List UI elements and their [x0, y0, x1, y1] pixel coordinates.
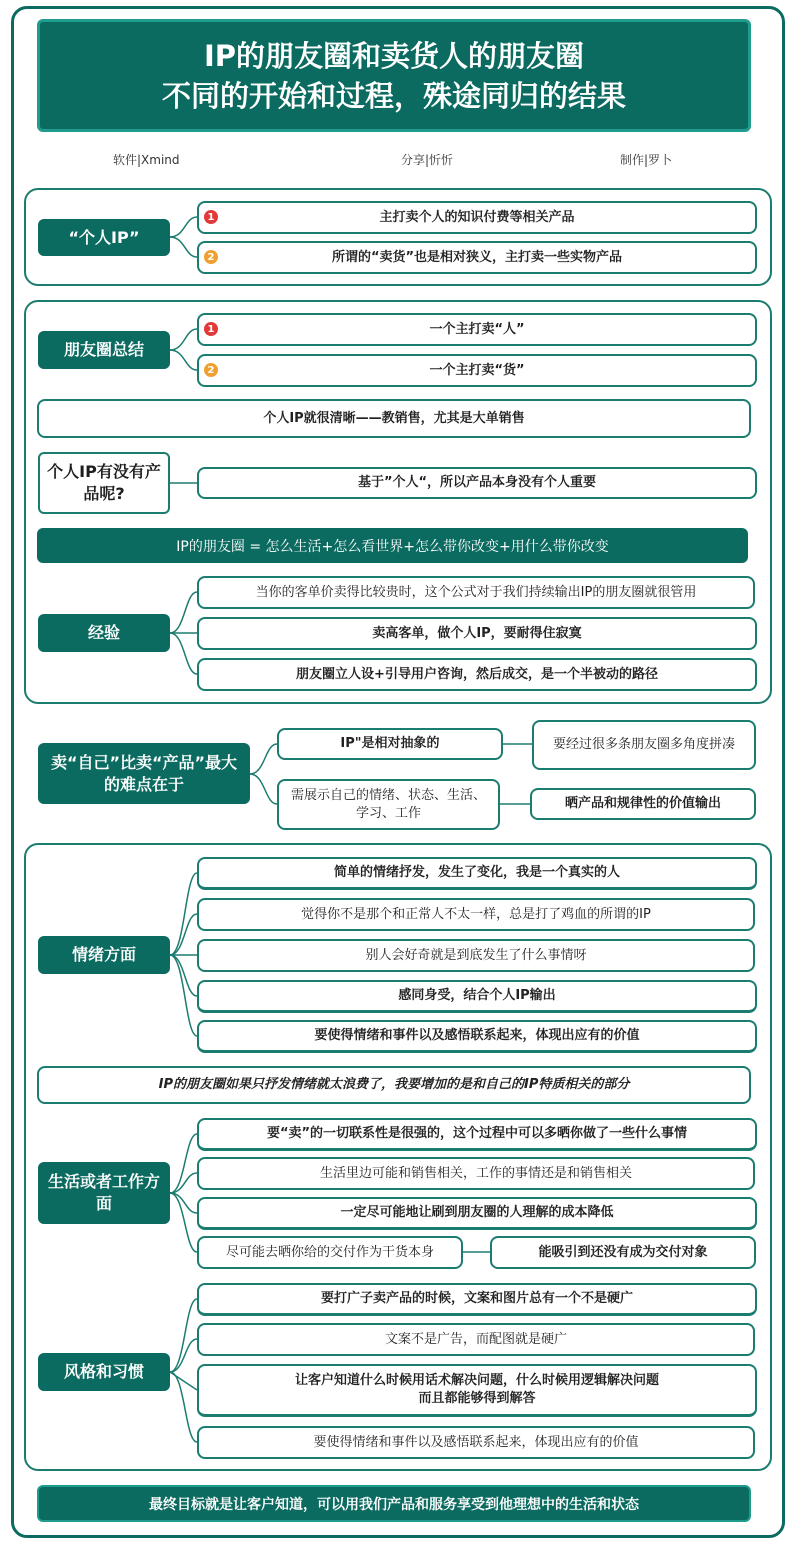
style-label: 风格和习惯 [38, 1353, 170, 1391]
meta-software: 软件|Xmind [113, 153, 180, 167]
life-work-label: 生活或者工作方面 [38, 1162, 170, 1224]
personal-ip-item-2: 所谓的“卖货”也是相对狭义，主打卖一些实物产品 [197, 241, 757, 274]
title-line-2: 不同的开始和过程，殊途同归的结果 [161, 78, 626, 113]
page-title [37, 19, 751, 132]
style-item-2: 文案不是广告，而配图就是硬广 [197, 1323, 755, 1356]
experience-item-3: 朋友圈立人设+引导用户咨询，然后成交，是一个半被动的路径 [197, 658, 757, 691]
meta-share: 分享|忻忻 [401, 153, 454, 167]
style-item-3 [197, 1364, 757, 1417]
emotion-item-1: 简单的情绪抒发，发生了变化，我是一个真实的人 [197, 857, 757, 890]
experience-label: 经验 [38, 614, 170, 652]
ip-abstract: IP"是相对抽象的 [277, 728, 503, 760]
summary-item-1: 一个主打卖“人” [197, 313, 757, 346]
life-item-2: 生活里边可能和销售相关，工作的事情还是和销售相关 [197, 1157, 755, 1190]
style-item-3-line-1: 让客户知道什么时候用话术解决问题，什么时候用逻辑解决问题 [294, 1373, 659, 1388]
moments-summary-label: 朋友圈总结 [38, 331, 170, 369]
personal-ip-label: “个人IP” [38, 219, 170, 256]
ip-product-question: 个人IP有没有产品呢? [38, 452, 170, 514]
emotion-item-3: 别人会好奇就是到底发生了什么事情呀 [197, 939, 755, 972]
experience-item-2: 卖高客单，做个人IP，要耐得住寂寞 [197, 617, 757, 650]
emotion-item-2: 觉得你不是那个和正常人不太一样，总是打了鸡血的所谓的IP [197, 898, 755, 931]
meta-maker: 制作|罗卜 [620, 153, 673, 167]
life-item-4: 尽可能去晒你给的交付作为干货本身 [197, 1236, 463, 1269]
final-goal: 最终目标就是让客户知道，可以用我们产品和服务享受到他理想中的生活和状态 [37, 1485, 751, 1522]
personal-ip-item-1: 主打卖个人的知识付费等相关产品 [197, 201, 757, 234]
ip-moments-formula: IP的朋友圈 = 怎么生活+怎么看世界+怎么带你改变+用什么带你改变 [37, 528, 748, 563]
number-badge-1: 1 [204, 322, 218, 336]
title-line-1: IP的朋友圈和卖货人的朋友圈 [203, 38, 585, 73]
show-self: 需展示自己的情绪、状态、生活、学习、工作 [277, 779, 500, 830]
number-badge-1: 1 [204, 210, 218, 224]
life-item-1: 要“卖”的一切联系性是很强的，这个过程中可以多晒你做了一些什么事情 [197, 1118, 757, 1151]
emotion-item-4: 感同身受，结合个人IP输出 [197, 980, 757, 1013]
show-product: 晒产品和规律性的价值输出 [530, 788, 756, 820]
emotion-waste-note: IP的朋友圈如果只抒发情绪就太浪费了，我要增加的是和自己的IP特质相关的部分 [37, 1066, 751, 1104]
emotion-label: 情绪方面 [38, 936, 170, 974]
style-item-1: 要打广子卖产品的时候，文案和图片总有一个不是硬广 [197, 1283, 757, 1316]
ip-product-answer: 基于”个人“，所以产品本身没有个人重要 [197, 467, 757, 499]
ip-clear-statement: 个人IP就很清晰——教销售，尤其是大单销售 [37, 399, 751, 438]
style-item-4: 要使得情绪和事件以及感悟联系起来，体现出应有的价值 [197, 1426, 755, 1459]
difficulty-label: 卖“自己”比卖“产品”最大的难点在于 [38, 743, 250, 804]
ip-abstract-note: 要经过很多条朋友圈多角度拼凑 [532, 720, 756, 770]
summary-item-2: 一个主打卖“货” [197, 354, 757, 387]
style-item-3-line-2: 而且都能够得到解答 [418, 1391, 536, 1406]
experience-item-1: 当你的客单价卖得比较贵时，这个公式对于我们持续输出IP的朋友圈就很管用 [197, 576, 755, 609]
emotion-item-5: 要使得情绪和事件以及感悟联系起来，体现出应有的价值 [197, 1020, 757, 1053]
life-item-3: 一定尽可能地让刷到朋友圈的人理解的成本降低 [197, 1197, 757, 1230]
number-badge-2: 2 [204, 250, 218, 264]
life-item-4-extra: 能吸引到还没有成为交付对象 [490, 1236, 756, 1269]
number-badge-2: 2 [204, 363, 218, 377]
